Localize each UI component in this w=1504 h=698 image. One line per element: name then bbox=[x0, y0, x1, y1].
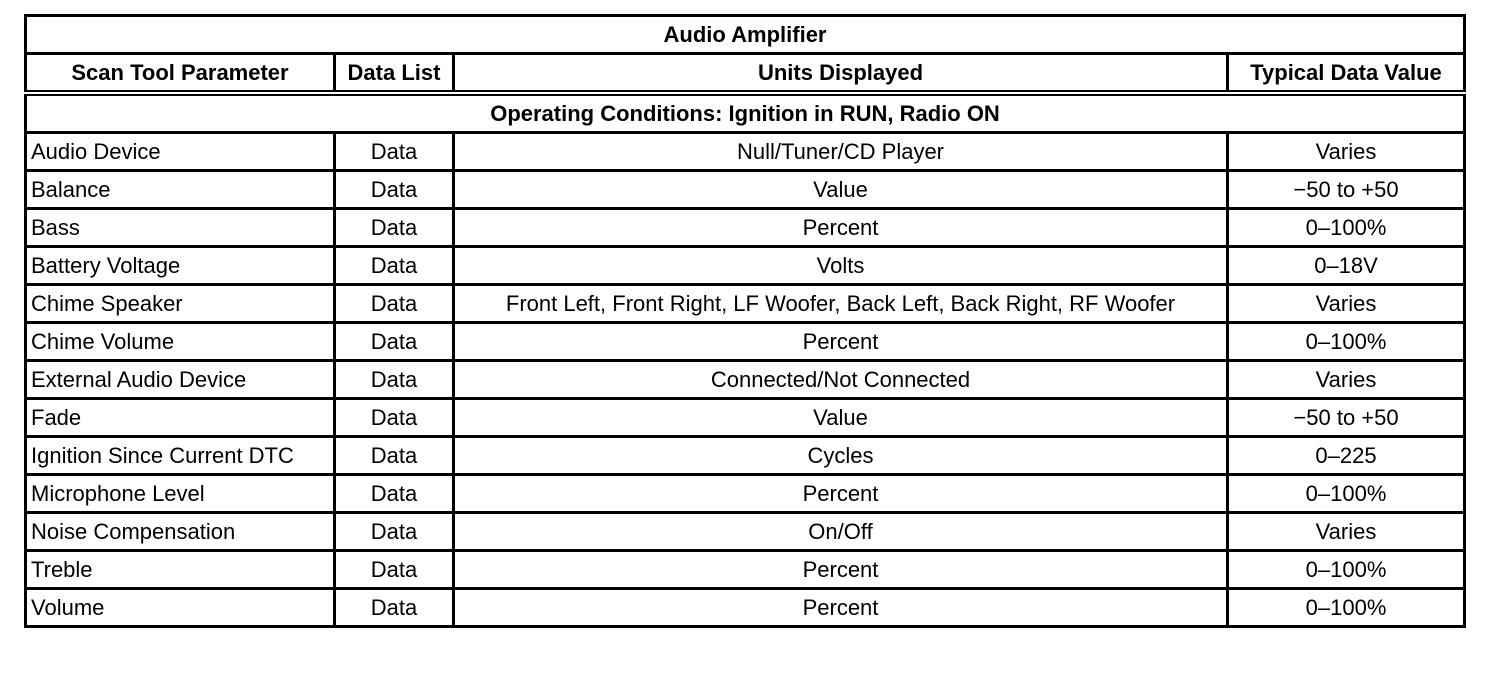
parameter-cell: Noise Compensation bbox=[26, 513, 335, 551]
typical-value-cell: 0–100% bbox=[1228, 209, 1465, 247]
data-list-cell: Data bbox=[335, 361, 454, 399]
parameter-cell: Ignition Since Current DTC bbox=[26, 437, 335, 475]
typical-value-cell: −50 to +50 bbox=[1228, 399, 1465, 437]
header-data-list: Data List bbox=[335, 54, 454, 94]
title-row bbox=[26, 16, 1465, 54]
data-list-cell: Data bbox=[335, 247, 454, 285]
operating-conditions: Operating Conditions: Ignition in RUN, Radio ON bbox=[26, 93, 1465, 133]
data-list-cell: Data bbox=[335, 133, 454, 171]
parameter-cell: External Audio Device bbox=[26, 361, 335, 399]
table-row bbox=[26, 399, 1465, 437]
units-cell: Percent bbox=[454, 551, 1228, 589]
parameter-cell: Bass bbox=[26, 209, 335, 247]
typical-value-cell: 0–100% bbox=[1228, 551, 1465, 589]
table-title: Audio Amplifier bbox=[26, 16, 1465, 54]
parameter-cell: Audio Device bbox=[26, 133, 335, 171]
typical-value-cell: 0–225 bbox=[1228, 437, 1465, 475]
audio-amplifier-table bbox=[24, 14, 1466, 628]
table-row bbox=[26, 551, 1465, 589]
typical-value-cell: Varies bbox=[1228, 133, 1465, 171]
conditions-row bbox=[26, 93, 1465, 133]
header-units-displayed: Units Displayed bbox=[454, 54, 1228, 94]
units-cell: Null/Tuner/CD Player bbox=[454, 133, 1228, 171]
typical-value-cell: 0–100% bbox=[1228, 475, 1465, 513]
parameter-cell: Chime Volume bbox=[26, 323, 335, 361]
units-cell: Percent bbox=[454, 589, 1228, 627]
parameter-cell: Treble bbox=[26, 551, 335, 589]
table-row bbox=[26, 171, 1465, 209]
header-typical-data-value: Typical Data Value bbox=[1228, 54, 1465, 94]
table-row bbox=[26, 323, 1465, 361]
table-row bbox=[26, 247, 1465, 285]
parameter-cell: Fade bbox=[26, 399, 335, 437]
typical-value-cell: 0–18V bbox=[1228, 247, 1465, 285]
data-list-cell: Data bbox=[335, 551, 454, 589]
parameter-cell: Balance bbox=[26, 171, 335, 209]
table-row bbox=[26, 361, 1465, 399]
parameter-cell: Battery Voltage bbox=[26, 247, 335, 285]
table-row bbox=[26, 133, 1465, 171]
data-list-cell: Data bbox=[335, 589, 454, 627]
units-cell: Connected/Not Connected bbox=[454, 361, 1228, 399]
data-list-cell: Data bbox=[335, 475, 454, 513]
units-cell: Percent bbox=[454, 209, 1228, 247]
header-scan-tool-parameter: Scan Tool Parameter bbox=[26, 54, 335, 94]
typical-value-cell: Varies bbox=[1228, 361, 1465, 399]
header-row bbox=[26, 54, 1465, 94]
table-row bbox=[26, 513, 1465, 551]
data-list-cell: Data bbox=[335, 285, 454, 323]
data-list-cell: Data bbox=[335, 209, 454, 247]
units-cell: Volts bbox=[454, 247, 1228, 285]
units-cell: Value bbox=[454, 399, 1228, 437]
table-row bbox=[26, 475, 1465, 513]
typical-value-cell: Varies bbox=[1228, 285, 1465, 323]
units-cell: Percent bbox=[454, 475, 1228, 513]
parameter-cell: Volume bbox=[26, 589, 335, 627]
units-cell: Cycles bbox=[454, 437, 1228, 475]
parameter-cell: Microphone Level bbox=[26, 475, 335, 513]
data-list-cell: Data bbox=[335, 323, 454, 361]
data-list-cell: Data bbox=[335, 171, 454, 209]
table-row bbox=[26, 209, 1465, 247]
typical-value-cell: −50 to +50 bbox=[1228, 171, 1465, 209]
table-row bbox=[26, 285, 1465, 323]
units-cell: Front Left, Front Right, LF Woofer, Back Left, Back Right, RF Woofer bbox=[454, 285, 1228, 323]
table-row bbox=[26, 437, 1465, 475]
typical-value-cell: 0–100% bbox=[1228, 589, 1465, 627]
parameter-cell: Chime Speaker bbox=[26, 285, 335, 323]
data-list-cell: Data bbox=[335, 437, 454, 475]
units-cell: On/Off bbox=[454, 513, 1228, 551]
typical-value-cell: 0–100% bbox=[1228, 323, 1465, 361]
typical-value-cell: Varies bbox=[1228, 513, 1465, 551]
table-row bbox=[26, 589, 1465, 627]
data-list-cell: Data bbox=[335, 513, 454, 551]
units-cell: Percent bbox=[454, 323, 1228, 361]
units-cell: Value bbox=[454, 171, 1228, 209]
data-list-cell: Data bbox=[335, 399, 454, 437]
